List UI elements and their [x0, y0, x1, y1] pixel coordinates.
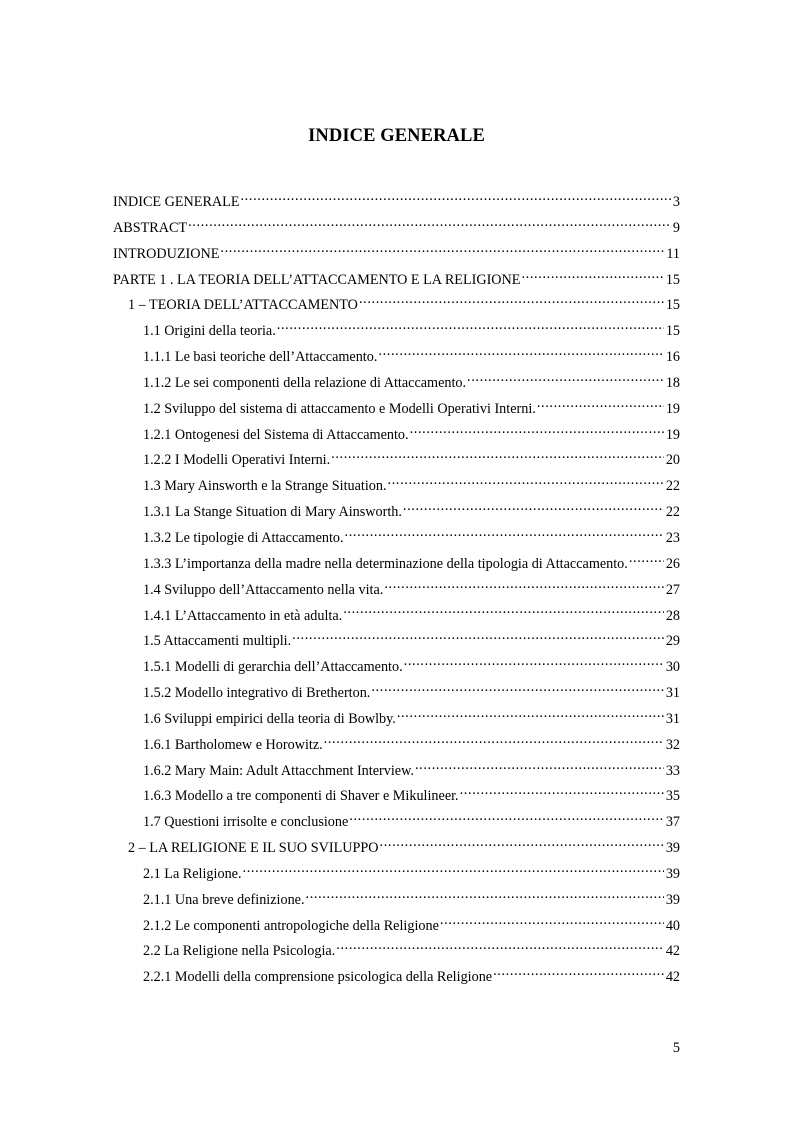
toc-entry-page: 31: [665, 685, 680, 702]
toc-entry-label: 1.1.2 Le sei componenti della relazione di Attaccamento.: [143, 374, 467, 391]
toc-entry[interactable]: [113, 939, 680, 965]
toc-entry-page: 29: [665, 633, 680, 650]
toc-entry[interactable]: [113, 293, 680, 319]
toc-entry-page: 3: [672, 194, 680, 210]
toc-entry[interactable]: [113, 397, 680, 423]
toc-entry-label: 1.2.1 Ontogenesi del Sistema di Attaccamento.: [143, 426, 409, 443]
toc-entry-page: 22: [665, 478, 680, 495]
toc-entry[interactable]: [113, 319, 680, 345]
toc-entry[interactable]: [113, 448, 680, 474]
toc-entry-label: INTRODUZIONE: [113, 245, 220, 262]
toc-leader-dots: [349, 812, 664, 826]
toc-leader-dots: [371, 683, 663, 697]
toc-leader-dots: [306, 890, 664, 904]
toc-leader-dots: [460, 786, 664, 800]
toc-entry-label: 1.4 Sviluppo dell’Attaccamento nella vita.: [143, 581, 384, 598]
toc-entry-label: 1.6 Sviluppi empirici della teoria di Bowlby.: [143, 710, 396, 727]
toc-entry-label: 1.1 Origini della teoria.: [143, 323, 276, 340]
toc-entry-page: 26: [665, 555, 680, 572]
toc-entry-page: 11: [666, 245, 680, 262]
toc-entry-page: 28: [665, 607, 680, 624]
toc-entry[interactable]: [113, 733, 680, 759]
toc-leader-dots: [397, 709, 664, 723]
toc-entry[interactable]: [113, 862, 680, 888]
toc-entry-label: 1.3.2 Le tipologie di Attaccamento.: [143, 529, 344, 546]
toc-entry-page: 19: [665, 400, 680, 417]
toc-leader-dots: [220, 244, 664, 258]
toc-entry[interactable]: [113, 216, 680, 242]
toc-leader-dots: [493, 967, 664, 981]
toc-entry-page: 39: [665, 891, 680, 908]
toc-entry-page: 31: [665, 710, 680, 727]
toc-entry-label: 1.4.1 L’Attaccamento in età adulta.: [143, 607, 343, 624]
toc-entry-label: 1.6.3 Modello a tre componenti di Shaver e Mikulineer.: [143, 788, 459, 805]
toc-entry[interactable]: [113, 242, 680, 268]
toc-entry[interactable]: [113, 707, 680, 733]
toc-entry-page: 32: [665, 736, 680, 753]
toc-entry-label: 2 – LA RELIGIONE E IL SUO SVILUPPO: [128, 840, 379, 857]
page-title: INDICE GENERALE: [308, 126, 485, 147]
toc-entry-page: 15: [665, 323, 680, 340]
toc-entry-label: 1.7 Questioni irrisolte e conclusione: [143, 814, 349, 831]
toc-leader-dots: [629, 554, 664, 568]
page-number: 5: [672, 1040, 680, 1056]
toc-entry-label: 2.1 La Religione.: [143, 865, 242, 882]
toc-leader-dots: [324, 735, 664, 749]
toc-leader-dots: [378, 347, 663, 361]
toc-entry-page: 15: [665, 297, 680, 314]
toc-entry[interactable]: [113, 655, 680, 681]
toc-entry[interactable]: [113, 578, 680, 604]
toc-entry-label: 1.3.3 L’importanza della madre nella determinazione della tipologia di Attaccamento.: [143, 555, 628, 572]
toc-leader-dots: [384, 579, 663, 593]
toc-entry-label: 2.1.1 Una breve definizione.: [143, 891, 305, 908]
toc-entry[interactable]: [113, 629, 680, 655]
toc-entry-label: 2.2 La Religione nella Psicologia.: [143, 943, 336, 960]
toc-leader-dots: [403, 502, 664, 516]
toc-entry-page: 33: [665, 762, 680, 779]
toc-entry-page: 30: [665, 659, 680, 676]
toc-leader-dots: [331, 450, 664, 464]
toc-entry-label: 1.6.1 Bartholomew e Horowitz.: [143, 736, 323, 753]
toc-entry[interactable]: [113, 345, 680, 371]
toc-leader-dots: [359, 295, 664, 309]
toc-entry-label: 1.3 Mary Ainsworth e la Strange Situation.: [143, 478, 387, 495]
toc-entry-page: 18: [665, 374, 680, 391]
table-of-contents: [113, 190, 680, 991]
toc-leader-dots: [345, 528, 664, 542]
toc-entry-label: 2.2.1 Modelli della comprensione psicologica della Religione: [143, 969, 493, 986]
toc-entry-page: 19: [665, 426, 680, 443]
toc-entry[interactable]: [113, 681, 680, 707]
toc-entry-page: 23: [665, 529, 680, 546]
toc-entry[interactable]: [113, 604, 680, 630]
toc-entry-page: 39: [665, 865, 680, 882]
toc-entry[interactable]: [113, 888, 680, 914]
toc-leader-dots: [537, 399, 664, 413]
toc-entry-label: 1.5.2 Modello integrativo di Bretherton.: [143, 685, 371, 702]
toc-leader-dots: [404, 657, 664, 671]
toc-entry[interactable]: [113, 810, 680, 836]
toc-leader-dots: [240, 192, 670, 206]
toc-entry-label: 1.5.1 Modelli di gerarchia dell’Attaccamento.: [143, 659, 403, 676]
toc-entry-page: 42: [665, 943, 680, 960]
toc-leader-dots: [292, 631, 664, 645]
toc-entry[interactable]: [113, 371, 680, 397]
toc-entry[interactable]: [113, 784, 680, 810]
toc-entry-label: PARTE 1 . LA TEORIA DELL’ATTACCAMENTO E LA RELIGIONE: [113, 271, 521, 288]
toc-entry[interactable]: [113, 836, 680, 862]
toc-leader-dots: [521, 269, 663, 283]
toc-leader-dots: [467, 373, 664, 387]
toc-entry-label: ABSTRACT: [113, 219, 188, 236]
toc-entry[interactable]: [113, 190, 680, 216]
toc-entry[interactable]: [113, 759, 680, 785]
toc-entry[interactable]: [113, 268, 680, 294]
toc-entry[interactable]: [113, 526, 680, 552]
toc-leader-dots: [243, 864, 664, 878]
toc-entry-page: 42: [665, 969, 680, 986]
toc-entry[interactable]: [113, 552, 680, 578]
toc-entry-label: 1 – TEORIA DELL’ATTACCAMENTO: [128, 297, 358, 314]
toc-entry[interactable]: [113, 423, 680, 449]
toc-entry-page: 27: [665, 581, 680, 598]
toc-entry-label: 1.3.1 La Stange Situation di Mary Ainsworth.: [143, 504, 402, 521]
toc-entry-page: 22: [665, 504, 680, 521]
toc-entry[interactable]: [113, 500, 680, 526]
toc-entry-label: 1.1.1 Le basi teoriche dell’Attaccamento.: [143, 349, 378, 366]
toc-entry-label: INDICE GENERALE: [113, 194, 240, 210]
toc-entry-page: 35: [665, 788, 680, 805]
toc-entry-page: 16: [665, 349, 680, 366]
toc-leader-dots: [440, 915, 664, 929]
toc-entry-label: 2.1.2 Le componenti antropologiche della Religione: [143, 917, 439, 934]
toc-leader-dots: [388, 476, 664, 490]
toc-entry-page: 9: [672, 219, 680, 236]
toc-entry-label: 1.5 Attaccamenti multipli.: [143, 633, 292, 650]
toc-entry-label: 1.6.2 Mary Main: Adult Attacchment Interview.: [143, 762, 414, 779]
toc-leader-dots: [380, 838, 664, 852]
toc-entry[interactable]: [113, 914, 680, 940]
toc-entry[interactable]: [113, 965, 680, 991]
toc-leader-dots: [343, 605, 664, 619]
toc-entry-page: 15: [665, 271, 680, 288]
toc-entry[interactable]: [113, 474, 680, 500]
toc-entry-label: 1.2 Sviluppo del sistema di attaccamento e Modelli Operativi Interni.: [143, 400, 536, 417]
toc-entry-page: 40: [665, 917, 680, 934]
toc-leader-dots: [336, 941, 664, 955]
toc-leader-dots: [188, 218, 671, 232]
toc-leader-dots: [415, 760, 664, 774]
toc-leader-dots: [277, 321, 664, 335]
toc-entry-page: 39: [665, 840, 680, 857]
toc-entry-page: 20: [665, 452, 680, 469]
toc-entry-label: 1.2.2 I Modelli Operativi Interni.: [143, 452, 331, 469]
toc-entry-page: 37: [665, 814, 680, 831]
toc-leader-dots: [410, 424, 664, 438]
